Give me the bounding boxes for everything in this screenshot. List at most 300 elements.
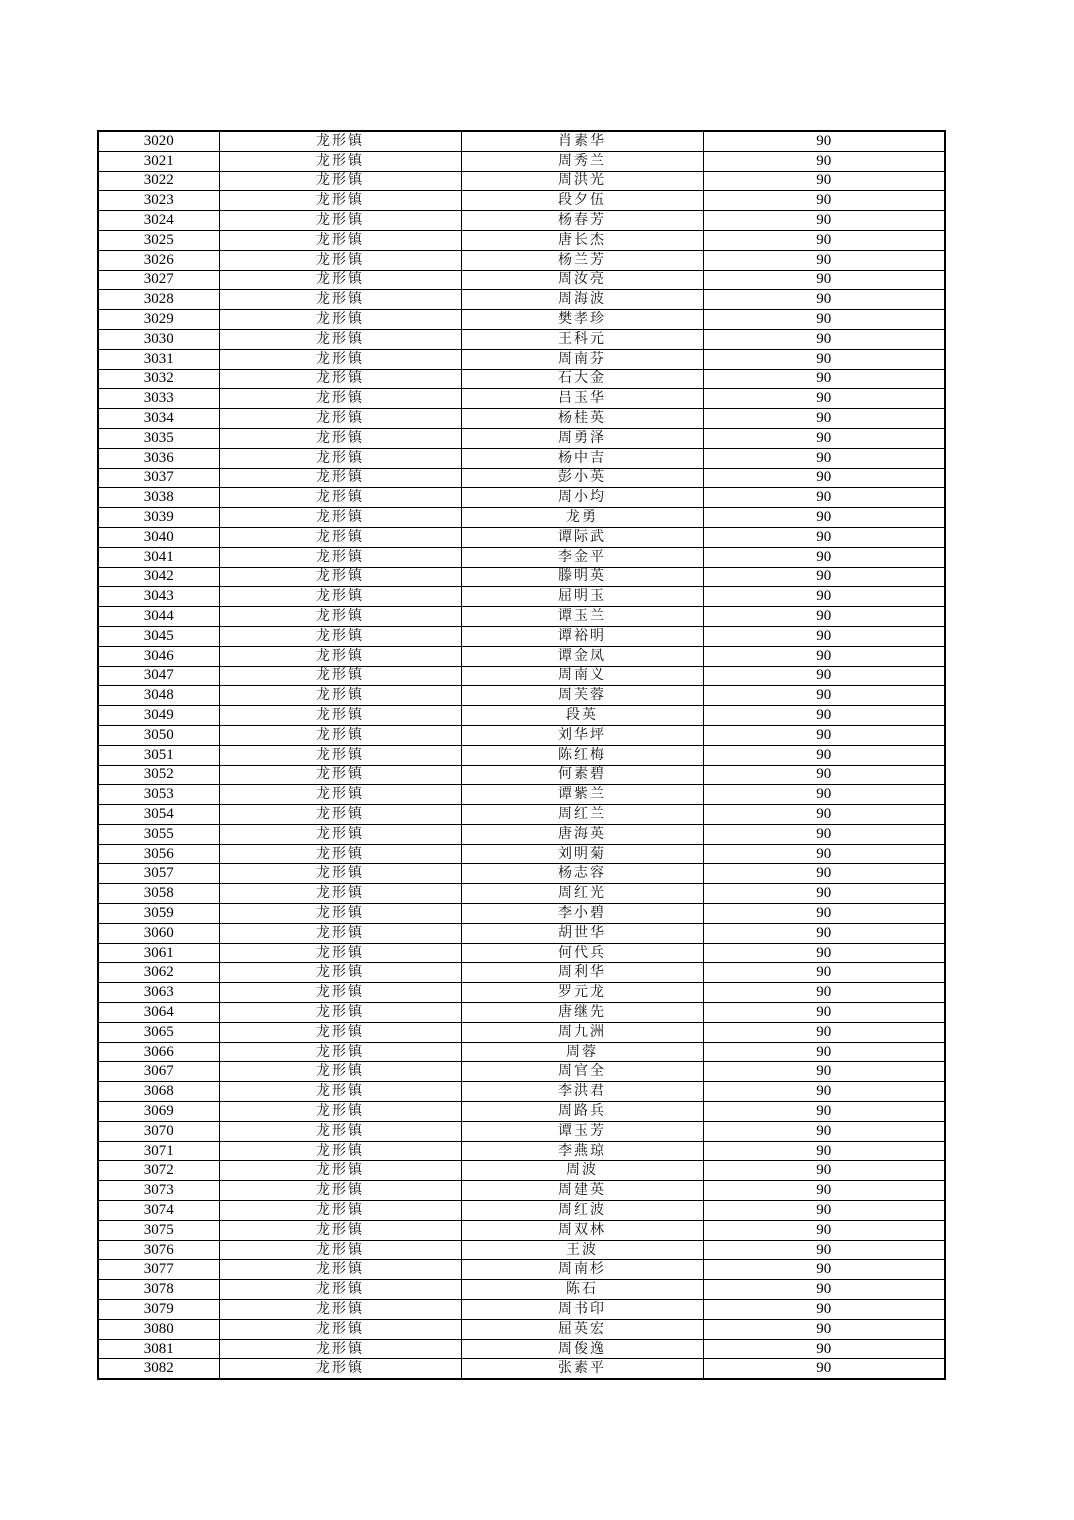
table-row bbox=[98, 448, 945, 468]
town-cell: 龙形镇 bbox=[219, 1240, 461, 1260]
amount-cell: 90 bbox=[703, 527, 945, 547]
amount-cell: 90 bbox=[703, 488, 945, 508]
table-row bbox=[98, 983, 945, 1003]
table-row bbox=[98, 1042, 945, 1062]
table-row bbox=[98, 1280, 945, 1300]
town-cell: 龙形镇 bbox=[219, 230, 461, 250]
amount-cell: 90 bbox=[703, 607, 945, 627]
row-number-cell: 3073 bbox=[98, 1181, 219, 1201]
person-name-cell: 唐长杰 bbox=[461, 230, 703, 250]
row-number-cell: 3067 bbox=[98, 1062, 219, 1082]
row-number-cell: 3032 bbox=[98, 369, 219, 389]
person-name-cell: 周官全 bbox=[461, 1062, 703, 1082]
table-row bbox=[98, 587, 945, 607]
table-row bbox=[98, 1319, 945, 1339]
row-number-cell: 3069 bbox=[98, 1102, 219, 1122]
amount-cell: 90 bbox=[703, 290, 945, 310]
roster-table-body bbox=[98, 131, 945, 1379]
person-name-cell: 周海波 bbox=[461, 290, 703, 310]
table-row bbox=[98, 1201, 945, 1221]
person-name-cell: 周波 bbox=[461, 1161, 703, 1181]
row-number-cell: 3035 bbox=[98, 428, 219, 448]
person-name-cell: 杨桂英 bbox=[461, 409, 703, 429]
town-cell: 龙形镇 bbox=[219, 1161, 461, 1181]
table-row bbox=[98, 290, 945, 310]
person-name-cell: 王科元 bbox=[461, 329, 703, 349]
row-number-cell: 3082 bbox=[98, 1359, 219, 1379]
table-row bbox=[98, 468, 945, 488]
amount-cell: 90 bbox=[703, 646, 945, 666]
amount-cell: 90 bbox=[703, 626, 945, 646]
town-cell: 龙形镇 bbox=[219, 488, 461, 508]
amount-cell: 90 bbox=[703, 191, 945, 211]
table-row bbox=[98, 1141, 945, 1161]
person-name-cell: 周南杉 bbox=[461, 1260, 703, 1280]
town-cell: 龙形镇 bbox=[219, 1102, 461, 1122]
town-cell: 龙形镇 bbox=[219, 864, 461, 884]
amount-cell: 90 bbox=[703, 765, 945, 785]
row-number-cell: 3022 bbox=[98, 171, 219, 191]
town-cell: 龙形镇 bbox=[219, 349, 461, 369]
person-name-cell: 滕明英 bbox=[461, 567, 703, 587]
amount-cell: 90 bbox=[703, 1022, 945, 1042]
table-row bbox=[98, 250, 945, 270]
table-row bbox=[98, 805, 945, 825]
row-number-cell: 3045 bbox=[98, 626, 219, 646]
table-row bbox=[98, 686, 945, 706]
row-number-cell: 3023 bbox=[98, 191, 219, 211]
amount-cell: 90 bbox=[703, 587, 945, 607]
row-number-cell: 3080 bbox=[98, 1319, 219, 1339]
town-cell: 龙形镇 bbox=[219, 1260, 461, 1280]
town-cell: 龙形镇 bbox=[219, 943, 461, 963]
row-number-cell: 3072 bbox=[98, 1161, 219, 1181]
roster-table bbox=[97, 130, 946, 1380]
row-number-cell: 3041 bbox=[98, 547, 219, 567]
person-name-cell: 屈英宏 bbox=[461, 1319, 703, 1339]
town-cell: 龙形镇 bbox=[219, 409, 461, 429]
table-row bbox=[98, 1181, 945, 1201]
amount-cell: 90 bbox=[703, 389, 945, 409]
person-name-cell: 周路兵 bbox=[461, 1102, 703, 1122]
table-row bbox=[98, 1339, 945, 1359]
table-row bbox=[98, 567, 945, 587]
row-number-cell: 3074 bbox=[98, 1201, 219, 1221]
person-name-cell: 周建英 bbox=[461, 1181, 703, 1201]
row-number-cell: 3071 bbox=[98, 1141, 219, 1161]
person-name-cell: 何素碧 bbox=[461, 765, 703, 785]
amount-cell: 90 bbox=[703, 844, 945, 864]
table-row bbox=[98, 1240, 945, 1260]
table-row bbox=[98, 131, 945, 151]
person-name-cell: 周勇泽 bbox=[461, 428, 703, 448]
amount-cell: 90 bbox=[703, 1181, 945, 1201]
row-number-cell: 3050 bbox=[98, 725, 219, 745]
amount-cell: 90 bbox=[703, 448, 945, 468]
table-row bbox=[98, 1062, 945, 1082]
town-cell: 龙形镇 bbox=[219, 1319, 461, 1339]
row-number-cell: 3060 bbox=[98, 923, 219, 943]
table-row bbox=[98, 1300, 945, 1320]
row-number-cell: 3021 bbox=[98, 151, 219, 171]
person-name-cell: 樊孝珍 bbox=[461, 310, 703, 330]
person-name-cell: 何代兵 bbox=[461, 943, 703, 963]
amount-cell: 90 bbox=[703, 1161, 945, 1181]
person-name-cell: 周汝亮 bbox=[461, 270, 703, 290]
table-row bbox=[98, 211, 945, 231]
table-row bbox=[98, 1003, 945, 1023]
amount-cell: 90 bbox=[703, 1042, 945, 1062]
row-number-cell: 3043 bbox=[98, 587, 219, 607]
person-name-cell: 杨志容 bbox=[461, 864, 703, 884]
town-cell: 龙形镇 bbox=[219, 1300, 461, 1320]
row-number-cell: 3056 bbox=[98, 844, 219, 864]
row-number-cell: 3081 bbox=[98, 1339, 219, 1359]
row-number-cell: 3027 bbox=[98, 270, 219, 290]
table-row bbox=[98, 369, 945, 389]
town-cell: 龙形镇 bbox=[219, 686, 461, 706]
person-name-cell: 周秀兰 bbox=[461, 151, 703, 171]
row-number-cell: 3036 bbox=[98, 448, 219, 468]
person-name-cell: 李燕琼 bbox=[461, 1141, 703, 1161]
person-name-cell: 唐继先 bbox=[461, 1003, 703, 1023]
table-row bbox=[98, 488, 945, 508]
person-name-cell: 罗元龙 bbox=[461, 983, 703, 1003]
town-cell: 龙形镇 bbox=[219, 1181, 461, 1201]
row-number-cell: 3062 bbox=[98, 963, 219, 983]
row-number-cell: 3079 bbox=[98, 1300, 219, 1320]
row-number-cell: 3075 bbox=[98, 1220, 219, 1240]
amount-cell: 90 bbox=[703, 1121, 945, 1141]
person-name-cell: 唐海英 bbox=[461, 824, 703, 844]
row-number-cell: 3024 bbox=[98, 211, 219, 231]
person-name-cell: 李金平 bbox=[461, 547, 703, 567]
amount-cell: 90 bbox=[703, 468, 945, 488]
person-name-cell: 周小均 bbox=[461, 488, 703, 508]
row-number-cell: 3048 bbox=[98, 686, 219, 706]
table-row bbox=[98, 943, 945, 963]
table-row bbox=[98, 626, 945, 646]
person-name-cell: 刘明菊 bbox=[461, 844, 703, 864]
town-cell: 龙形镇 bbox=[219, 824, 461, 844]
table-row bbox=[98, 1102, 945, 1122]
town-cell: 龙形镇 bbox=[219, 646, 461, 666]
amount-cell: 90 bbox=[703, 547, 945, 567]
table-row bbox=[98, 785, 945, 805]
table-row bbox=[98, 607, 945, 627]
town-cell: 龙形镇 bbox=[219, 1280, 461, 1300]
table-row bbox=[98, 1082, 945, 1102]
town-cell: 龙形镇 bbox=[219, 1121, 461, 1141]
table-row bbox=[98, 409, 945, 429]
person-name-cell: 谭际武 bbox=[461, 527, 703, 547]
table-row bbox=[98, 547, 945, 567]
row-number-cell: 3076 bbox=[98, 1240, 219, 1260]
amount-cell: 90 bbox=[703, 725, 945, 745]
row-number-cell: 3026 bbox=[98, 250, 219, 270]
person-name-cell: 屈明玉 bbox=[461, 587, 703, 607]
town-cell: 龙形镇 bbox=[219, 1220, 461, 1240]
town-cell: 龙形镇 bbox=[219, 151, 461, 171]
town-cell: 龙形镇 bbox=[219, 844, 461, 864]
person-name-cell: 谭紫兰 bbox=[461, 785, 703, 805]
row-number-cell: 3049 bbox=[98, 706, 219, 726]
table-row bbox=[98, 666, 945, 686]
row-number-cell: 3054 bbox=[98, 805, 219, 825]
town-cell: 龙形镇 bbox=[219, 547, 461, 567]
table-row bbox=[98, 824, 945, 844]
table-row bbox=[98, 1359, 945, 1379]
table-row bbox=[98, 349, 945, 369]
table-row bbox=[98, 151, 945, 171]
amount-cell: 90 bbox=[703, 1300, 945, 1320]
row-number-cell: 3034 bbox=[98, 409, 219, 429]
amount-cell: 90 bbox=[703, 745, 945, 765]
town-cell: 龙形镇 bbox=[219, 369, 461, 389]
row-number-cell: 3028 bbox=[98, 290, 219, 310]
town-cell: 龙形镇 bbox=[219, 329, 461, 349]
amount-cell: 90 bbox=[703, 349, 945, 369]
town-cell: 龙形镇 bbox=[219, 1003, 461, 1023]
person-name-cell: 谭金凤 bbox=[461, 646, 703, 666]
row-number-cell: 3064 bbox=[98, 1003, 219, 1023]
amount-cell: 90 bbox=[703, 270, 945, 290]
amount-cell: 90 bbox=[703, 706, 945, 726]
amount-cell: 90 bbox=[703, 230, 945, 250]
amount-cell: 90 bbox=[703, 785, 945, 805]
row-number-cell: 3055 bbox=[98, 824, 219, 844]
person-name-cell: 肖素华 bbox=[461, 131, 703, 151]
person-name-cell: 杨中吉 bbox=[461, 448, 703, 468]
amount-cell: 90 bbox=[703, 923, 945, 943]
table-row bbox=[98, 963, 945, 983]
table-row bbox=[98, 310, 945, 330]
amount-cell: 90 bbox=[703, 824, 945, 844]
amount-cell: 90 bbox=[703, 211, 945, 231]
table-row bbox=[98, 270, 945, 290]
table-row bbox=[98, 1161, 945, 1181]
town-cell: 龙形镇 bbox=[219, 567, 461, 587]
amount-cell: 90 bbox=[703, 1082, 945, 1102]
row-number-cell: 3033 bbox=[98, 389, 219, 409]
amount-cell: 90 bbox=[703, 567, 945, 587]
person-name-cell: 周红光 bbox=[461, 884, 703, 904]
table-row bbox=[98, 864, 945, 884]
table-row bbox=[98, 171, 945, 191]
person-name-cell: 石大金 bbox=[461, 369, 703, 389]
amount-cell: 90 bbox=[703, 1102, 945, 1122]
row-number-cell: 3047 bbox=[98, 666, 219, 686]
row-number-cell: 3040 bbox=[98, 527, 219, 547]
person-name-cell: 周书印 bbox=[461, 1300, 703, 1320]
amount-cell: 90 bbox=[703, 409, 945, 429]
town-cell: 龙形镇 bbox=[219, 765, 461, 785]
amount-cell: 90 bbox=[703, 1359, 945, 1379]
table-row bbox=[98, 646, 945, 666]
amount-cell: 90 bbox=[703, 131, 945, 151]
person-name-cell: 周蓉 bbox=[461, 1042, 703, 1062]
table-row bbox=[98, 725, 945, 745]
town-cell: 龙形镇 bbox=[219, 1359, 461, 1379]
person-name-cell: 谭玉芳 bbox=[461, 1121, 703, 1141]
row-number-cell: 3046 bbox=[98, 646, 219, 666]
amount-cell: 90 bbox=[703, 369, 945, 389]
amount-cell: 90 bbox=[703, 310, 945, 330]
person-name-cell: 周红兰 bbox=[461, 805, 703, 825]
table-row bbox=[98, 904, 945, 924]
row-number-cell: 3070 bbox=[98, 1121, 219, 1141]
person-name-cell: 龙勇 bbox=[461, 508, 703, 528]
amount-cell: 90 bbox=[703, 1220, 945, 1240]
amount-cell: 90 bbox=[703, 428, 945, 448]
town-cell: 龙形镇 bbox=[219, 1022, 461, 1042]
town-cell: 龙形镇 bbox=[219, 211, 461, 231]
town-cell: 龙形镇 bbox=[219, 250, 461, 270]
town-cell: 龙形镇 bbox=[219, 468, 461, 488]
row-number-cell: 3029 bbox=[98, 310, 219, 330]
town-cell: 龙形镇 bbox=[219, 389, 461, 409]
person-name-cell: 李小碧 bbox=[461, 904, 703, 924]
amount-cell: 90 bbox=[703, 864, 945, 884]
row-number-cell: 3078 bbox=[98, 1280, 219, 1300]
person-name-cell: 周九洲 bbox=[461, 1022, 703, 1042]
person-name-cell: 胡世华 bbox=[461, 923, 703, 943]
amount-cell: 90 bbox=[703, 329, 945, 349]
amount-cell: 90 bbox=[703, 686, 945, 706]
town-cell: 龙形镇 bbox=[219, 290, 461, 310]
table-row bbox=[98, 508, 945, 528]
table-row bbox=[98, 923, 945, 943]
town-cell: 龙形镇 bbox=[219, 1042, 461, 1062]
amount-cell: 90 bbox=[703, 1319, 945, 1339]
amount-cell: 90 bbox=[703, 1062, 945, 1082]
row-number-cell: 3051 bbox=[98, 745, 219, 765]
amount-cell: 90 bbox=[703, 1240, 945, 1260]
town-cell: 龙形镇 bbox=[219, 805, 461, 825]
table-row bbox=[98, 527, 945, 547]
person-name-cell: 周红波 bbox=[461, 1201, 703, 1221]
town-cell: 龙形镇 bbox=[219, 1201, 461, 1221]
amount-cell: 90 bbox=[703, 171, 945, 191]
town-cell: 龙形镇 bbox=[219, 904, 461, 924]
row-number-cell: 3066 bbox=[98, 1042, 219, 1062]
person-name-cell: 王波 bbox=[461, 1240, 703, 1260]
table-row bbox=[98, 884, 945, 904]
town-cell: 龙形镇 bbox=[219, 666, 461, 686]
town-cell: 龙形镇 bbox=[219, 785, 461, 805]
amount-cell: 90 bbox=[703, 250, 945, 270]
town-cell: 龙形镇 bbox=[219, 428, 461, 448]
person-name-cell: 周俊逸 bbox=[461, 1339, 703, 1359]
amount-cell: 90 bbox=[703, 1260, 945, 1280]
table-row bbox=[98, 706, 945, 726]
town-cell: 龙形镇 bbox=[219, 1339, 461, 1359]
amount-cell: 90 bbox=[703, 963, 945, 983]
town-cell: 龙形镇 bbox=[219, 923, 461, 943]
row-number-cell: 3020 bbox=[98, 131, 219, 151]
table-row bbox=[98, 428, 945, 448]
row-number-cell: 3044 bbox=[98, 607, 219, 627]
table-row bbox=[98, 844, 945, 864]
amount-cell: 90 bbox=[703, 1280, 945, 1300]
row-number-cell: 3025 bbox=[98, 230, 219, 250]
table-row bbox=[98, 1260, 945, 1280]
row-number-cell: 3068 bbox=[98, 1082, 219, 1102]
row-number-cell: 3039 bbox=[98, 508, 219, 528]
town-cell: 龙形镇 bbox=[219, 310, 461, 330]
person-name-cell: 李洪君 bbox=[461, 1082, 703, 1102]
row-number-cell: 3058 bbox=[98, 884, 219, 904]
row-number-cell: 3037 bbox=[98, 468, 219, 488]
row-number-cell: 3077 bbox=[98, 1260, 219, 1280]
town-cell: 龙形镇 bbox=[219, 1082, 461, 1102]
person-name-cell: 陈石 bbox=[461, 1280, 703, 1300]
town-cell: 龙形镇 bbox=[219, 963, 461, 983]
person-name-cell: 段夕伍 bbox=[461, 191, 703, 211]
table-row bbox=[98, 1022, 945, 1042]
person-name-cell: 段英 bbox=[461, 706, 703, 726]
town-cell: 龙形镇 bbox=[219, 745, 461, 765]
person-name-cell: 周利华 bbox=[461, 963, 703, 983]
row-number-cell: 3065 bbox=[98, 1022, 219, 1042]
person-name-cell: 周芙蓉 bbox=[461, 686, 703, 706]
person-name-cell: 周南芬 bbox=[461, 349, 703, 369]
table-row bbox=[98, 389, 945, 409]
town-cell: 龙形镇 bbox=[219, 508, 461, 528]
amount-cell: 90 bbox=[703, 1201, 945, 1221]
town-cell: 龙形镇 bbox=[219, 448, 461, 468]
row-number-cell: 3063 bbox=[98, 983, 219, 1003]
person-name-cell: 周南义 bbox=[461, 666, 703, 686]
town-cell: 龙形镇 bbox=[219, 1141, 461, 1161]
town-cell: 龙形镇 bbox=[219, 706, 461, 726]
row-number-cell: 3059 bbox=[98, 904, 219, 924]
town-cell: 龙形镇 bbox=[219, 607, 461, 627]
row-number-cell: 3053 bbox=[98, 785, 219, 805]
row-number-cell: 3052 bbox=[98, 765, 219, 785]
table-row bbox=[98, 230, 945, 250]
town-cell: 龙形镇 bbox=[219, 191, 461, 211]
row-number-cell: 3030 bbox=[98, 329, 219, 349]
row-number-cell: 3031 bbox=[98, 349, 219, 369]
town-cell: 龙形镇 bbox=[219, 587, 461, 607]
person-name-cell: 谭裕明 bbox=[461, 626, 703, 646]
person-name-cell: 刘华坪 bbox=[461, 725, 703, 745]
town-cell: 龙形镇 bbox=[219, 884, 461, 904]
amount-cell: 90 bbox=[703, 1141, 945, 1161]
table-row bbox=[98, 745, 945, 765]
town-cell: 龙形镇 bbox=[219, 270, 461, 290]
person-name-cell: 彭小英 bbox=[461, 468, 703, 488]
amount-cell: 90 bbox=[703, 1339, 945, 1359]
town-cell: 龙形镇 bbox=[219, 725, 461, 745]
person-name-cell: 谭玉兰 bbox=[461, 607, 703, 627]
person-name-cell: 杨春芳 bbox=[461, 211, 703, 231]
person-name-cell: 张素平 bbox=[461, 1359, 703, 1379]
row-number-cell: 3057 bbox=[98, 864, 219, 884]
person-name-cell: 陈红梅 bbox=[461, 745, 703, 765]
row-number-cell: 3042 bbox=[98, 567, 219, 587]
person-name-cell: 吕玉华 bbox=[461, 389, 703, 409]
table-row bbox=[98, 329, 945, 349]
table-row bbox=[98, 1220, 945, 1240]
table-row bbox=[98, 191, 945, 211]
table-row bbox=[98, 1121, 945, 1141]
row-number-cell: 3038 bbox=[98, 488, 219, 508]
amount-cell: 90 bbox=[703, 884, 945, 904]
person-name-cell: 杨兰芳 bbox=[461, 250, 703, 270]
town-cell: 龙形镇 bbox=[219, 626, 461, 646]
